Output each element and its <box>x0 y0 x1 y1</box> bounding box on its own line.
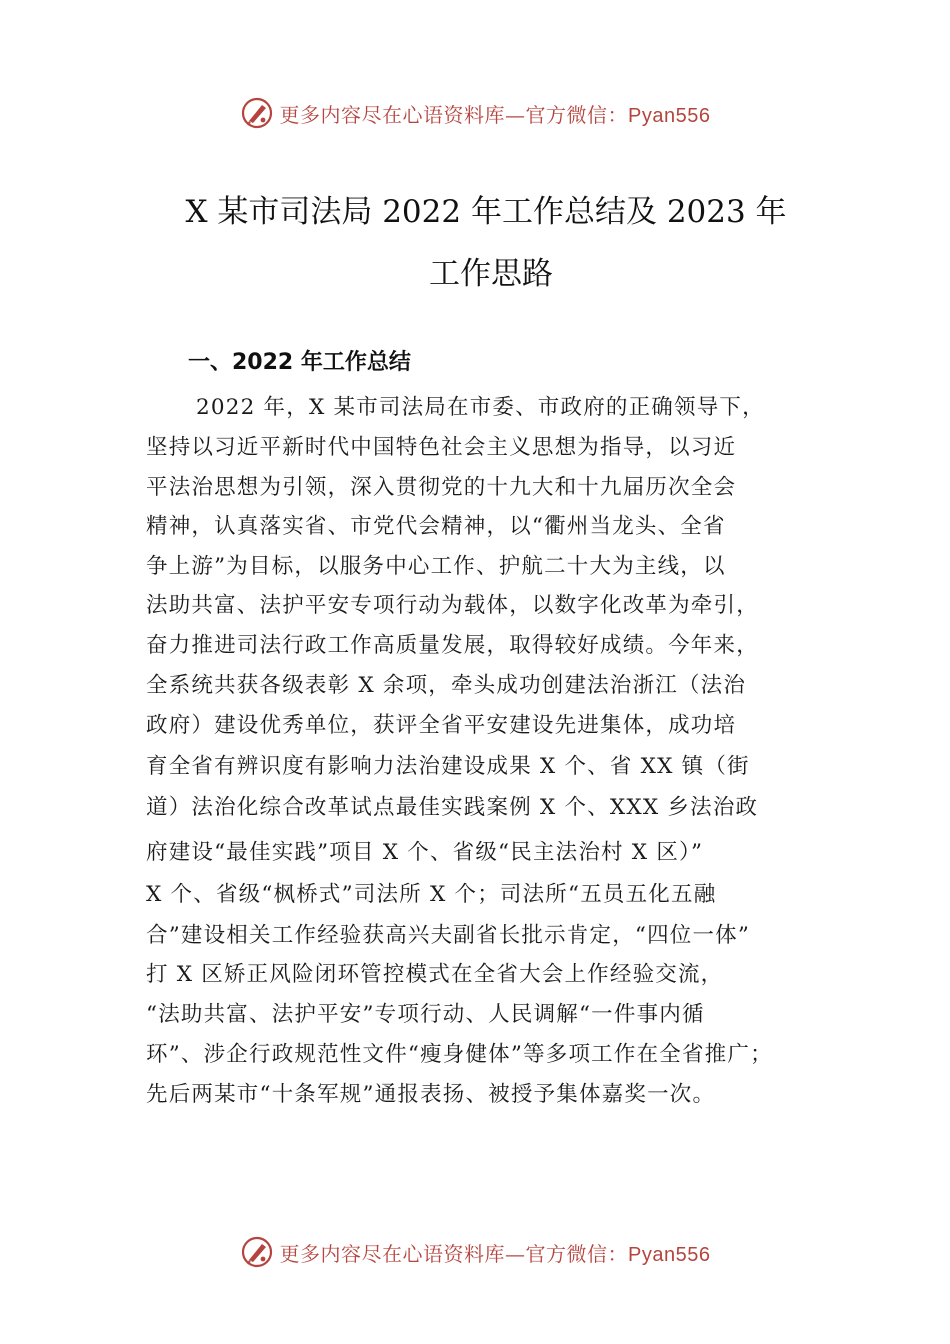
paragraph-line: 先后两某市“十条军规”通报表扬、被授予集体嘉奖一次。 <box>146 1082 716 1107</box>
watermark-handle: Pyan556 <box>628 1243 711 1266</box>
document-title-line-1: X 某市司法局 2022 年工作总结及 2023 年 <box>185 194 787 230</box>
paragraph-line: 环”、涉企行政规范性文件“瘦身健体”等多项工作在全省推广； <box>146 1042 773 1067</box>
paragraph-line: 府建设“最佳实践”项目 X 个、省级“民主法治村 X 区）” <box>146 840 704 865</box>
paragraph-line: 道）法治化综合改革试点最佳实践案例 X 个、XXX 乡法治政 <box>146 795 759 820</box>
pen-circle-logo-icon <box>240 96 274 130</box>
paragraph-line: 奋力推进司法行政工作高质量发展，取得较好成绩。今年来， <box>146 633 759 658</box>
paragraph-line: 育全省有辨识度有影响力法治建设成果 X 个、省 XX 镇（街 <box>146 754 750 779</box>
paragraph-line: 合”建设相关工作经验获高兴夫副省长批示肯定，“四位一体” <box>146 923 751 948</box>
watermark-text: 更多内容尽在心语资料库—官方微信：Pyan556 <box>279 1241 711 1266</box>
paragraph-line: 打 X 区矫正风险闭环管控模式在全省大会上作经验交流， <box>146 962 724 987</box>
paragraph-line: 政府）建设优秀单位，获评全省平安建设先进集体，成功培 <box>146 713 737 738</box>
header-watermark <box>0 93 950 133</box>
paragraph-line: 法助共富、法护平安专项行动为载体，以数字化改革为牵引， <box>146 593 759 618</box>
paragraph-line: X 个、省级“枫桥式”司法所 X 个；司法所“五员五化五融 <box>146 882 717 907</box>
paragraph-line: “法助共富、法护平安”专项行动、人民调解“一件事内循 <box>146 1002 705 1027</box>
section-heading: 一、2022 年工作总结 <box>188 350 411 375</box>
watermark-handle: Pyan556 <box>628 104 711 127</box>
document-title-line-2: 工作思路 <box>429 256 553 292</box>
watermark-text: 更多内容尽在心语资料库—官方微信：Pyan556 <box>279 102 711 127</box>
paragraph-line: 坚持以习近平新时代中国特色社会主义思想为指导，以习近 <box>146 435 737 460</box>
footer-watermark <box>0 1232 950 1272</box>
paragraph-line: 全系统共获各级表彰 X 余项，牵头成功创建法治浙江（法治 <box>146 673 747 698</box>
paragraph-line: 争上游”为目标，以服务中心工作、护航二十大为主线，以 <box>146 554 726 579</box>
paragraph-line: 精神，认真落实省、市党代会精神，以“衢州当龙头、全省 <box>146 514 726 539</box>
paragraph-line: 2022 年，X 某市司法局在市委、市政府的正确领导下， <box>196 395 765 420</box>
paragraph-line: 平法治思想为引领，深入贯彻党的十九大和十九届历次全会 <box>146 475 737 500</box>
pen-circle-logo-icon <box>240 1235 274 1269</box>
